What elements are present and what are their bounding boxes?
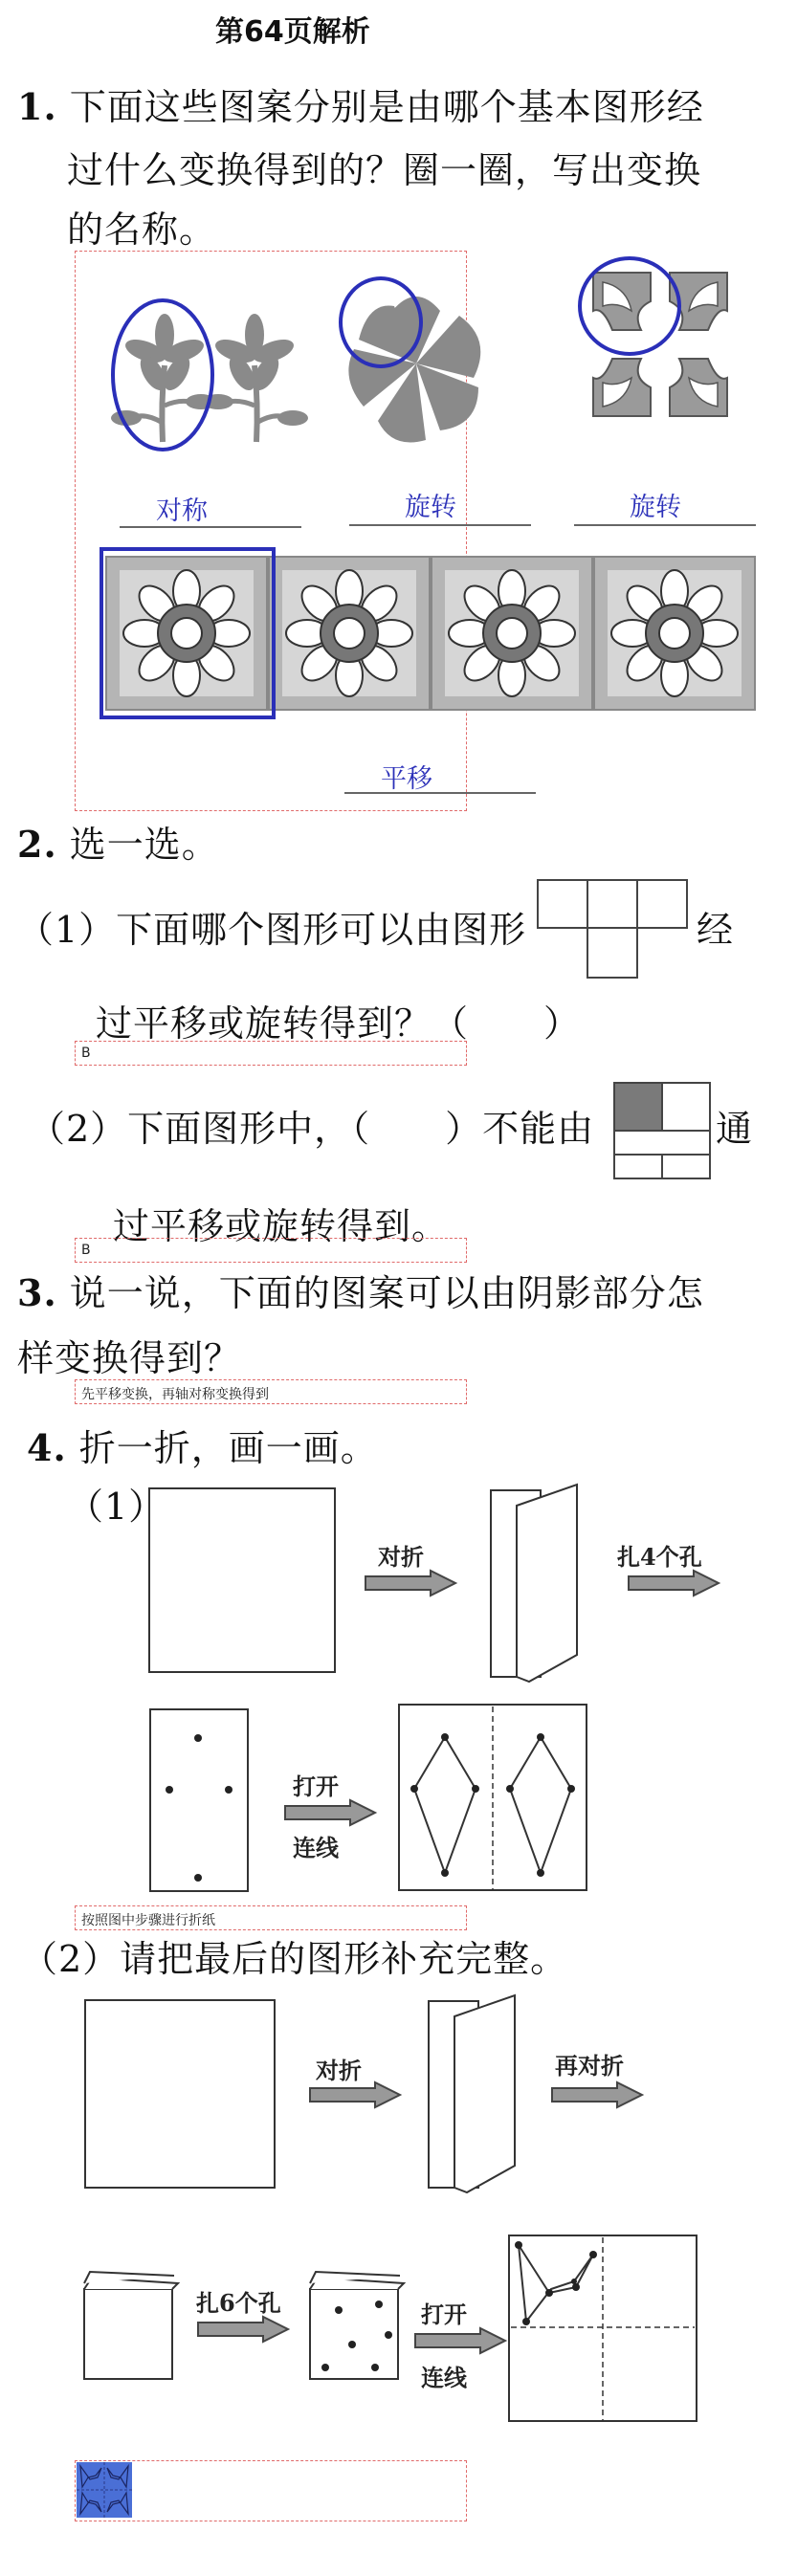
- q1-answer-4: 平移: [381, 764, 432, 794]
- q4-arrow-punch6-label: 扎6个孔: [196, 2289, 281, 2317]
- q4-arrow-right-icon-2: [627, 1569, 722, 1597]
- q2-part2-shape: [612, 1081, 713, 1181]
- q4-punched-quarter-paper: [304, 2262, 410, 2387]
- q4-title: [27, 1420, 378, 1477]
- q2-part2-answer-box: [75, 1238, 467, 1263]
- q4-folded-paper-2: [421, 1992, 526, 2197]
- q4-title-text: 折一折，画一画。: [78, 1427, 378, 1469]
- q2-part2-line2: 过平移或旋转得到。: [113, 1205, 450, 1247]
- q1-tile-figure: [574, 253, 746, 435]
- q2-part1-t-shape: [536, 878, 689, 983]
- q2-part2-suffix: 通: [716, 1108, 754, 1150]
- q2-part1-prefix: （1）下面哪个图形可以由图形: [17, 909, 527, 951]
- q1-answer-2: 旋转: [405, 493, 456, 522]
- q2-part2-answer: B: [81, 1243, 91, 1258]
- q3-answer-box: [75, 1379, 467, 1404]
- q4-arrow-punch4-label: 扎4个孔: [617, 1543, 702, 1571]
- q1-answer-3: 旋转: [630, 493, 681, 522]
- q4-quad-paper-figure: [507, 2234, 698, 2425]
- q1-text: [17, 78, 783, 136]
- q1-line2: 过什么变换得到的？圈一圈，写出变换: [67, 149, 702, 191]
- q4-arrow-connect-label: 连线: [293, 1834, 339, 1861]
- q4-part1-answer-box: [75, 1905, 467, 1930]
- q3-text-1: 说一说，下面的图案可以由阴影部分怎: [69, 1272, 704, 1314]
- q4-part2-answer-image: [77, 2462, 132, 2518]
- q1-petal-figure: [335, 273, 498, 454]
- q4-part1-label: （1）: [67, 1486, 166, 1528]
- q4-arrow-fold-label: 对折: [378, 1543, 424, 1571]
- page-title: 第64页解析: [215, 15, 370, 49]
- q4-arrow-right-icon-1: [364, 1569, 459, 1597]
- q1-underline-4: [344, 792, 536, 794]
- q2-part1-answer: B: [81, 1046, 91, 1061]
- q4-arrow-right-icon-4: [308, 2081, 404, 2109]
- q1-line1: 下面这些图案分别是由哪个基本图形经: [69, 86, 704, 128]
- q2-title: [17, 816, 219, 873]
- q3-number: 3.: [17, 1271, 57, 1314]
- q4-arrow-right-icon-6: [196, 2315, 292, 2344]
- q2-part1-answer-box: [75, 1041, 467, 1066]
- q4-part2-title: （2）请把最后的图形补充完整。: [21, 1938, 568, 1980]
- q1-number: 1.: [17, 85, 57, 128]
- q4-square-paper-1: [148, 1487, 336, 1673]
- q4-part1-answer: 按照图中步骤进行折纸: [81, 1913, 215, 1928]
- q1-underline-2: [349, 524, 531, 526]
- q1-line3: 的名称。: [67, 209, 217, 251]
- q4-arrow-right-icon-7: [413, 2326, 509, 2355]
- q4-part2-answer-box: [75, 2460, 467, 2521]
- q3-line2: 样变换得到？: [17, 1337, 242, 1379]
- q2-part1-line2: 过平移或旋转得到？（ ）: [96, 1002, 582, 1045]
- q4-square-paper-2: [84, 1999, 276, 2189]
- q3-line1: [17, 1265, 704, 1322]
- q4-arrow-open2-label: 打开: [421, 2301, 467, 2328]
- q3-answer: 先平移变换，再轴对称变换得到: [81, 1387, 269, 1402]
- q1-answer-1: 对称: [156, 496, 208, 526]
- q4-arrow-open-label: 打开: [293, 1772, 339, 1800]
- q4-open-kite-figure: [397, 1703, 588, 1894]
- q2-part2-line1: [29, 1100, 594, 1157]
- q4-arrow-refold-label: 再对折: [555, 2052, 624, 2080]
- q4-folded-paper-1: [483, 1481, 588, 1686]
- q4-punched-paper: [148, 1707, 250, 1894]
- q4-arrow-connect2-label: 连线: [421, 2364, 467, 2391]
- q4-arrow-right-icon-5: [550, 2081, 646, 2109]
- q2-number: 2.: [17, 823, 57, 866]
- q1-flower-pair-figure: [105, 298, 316, 461]
- q1-underline-3: [574, 524, 756, 526]
- q2-part1-line1: [17, 901, 526, 958]
- q1-tile-strip-figure: [99, 545, 768, 727]
- q1-underline-1: [120, 526, 301, 528]
- q2-title-text: 选一选。: [69, 824, 219, 866]
- q4-number: 4.: [27, 1426, 67, 1469]
- q4-quarter-paper: [78, 2262, 184, 2387]
- q2-part2-prefix: （2）下面图形中，（ ）不能由: [29, 1108, 595, 1150]
- q4-arrow-fold2-label: 对折: [316, 2057, 362, 2084]
- q4-arrow-right-icon-3: [283, 1798, 379, 1827]
- q2-part1-suffix: 经: [697, 909, 735, 951]
